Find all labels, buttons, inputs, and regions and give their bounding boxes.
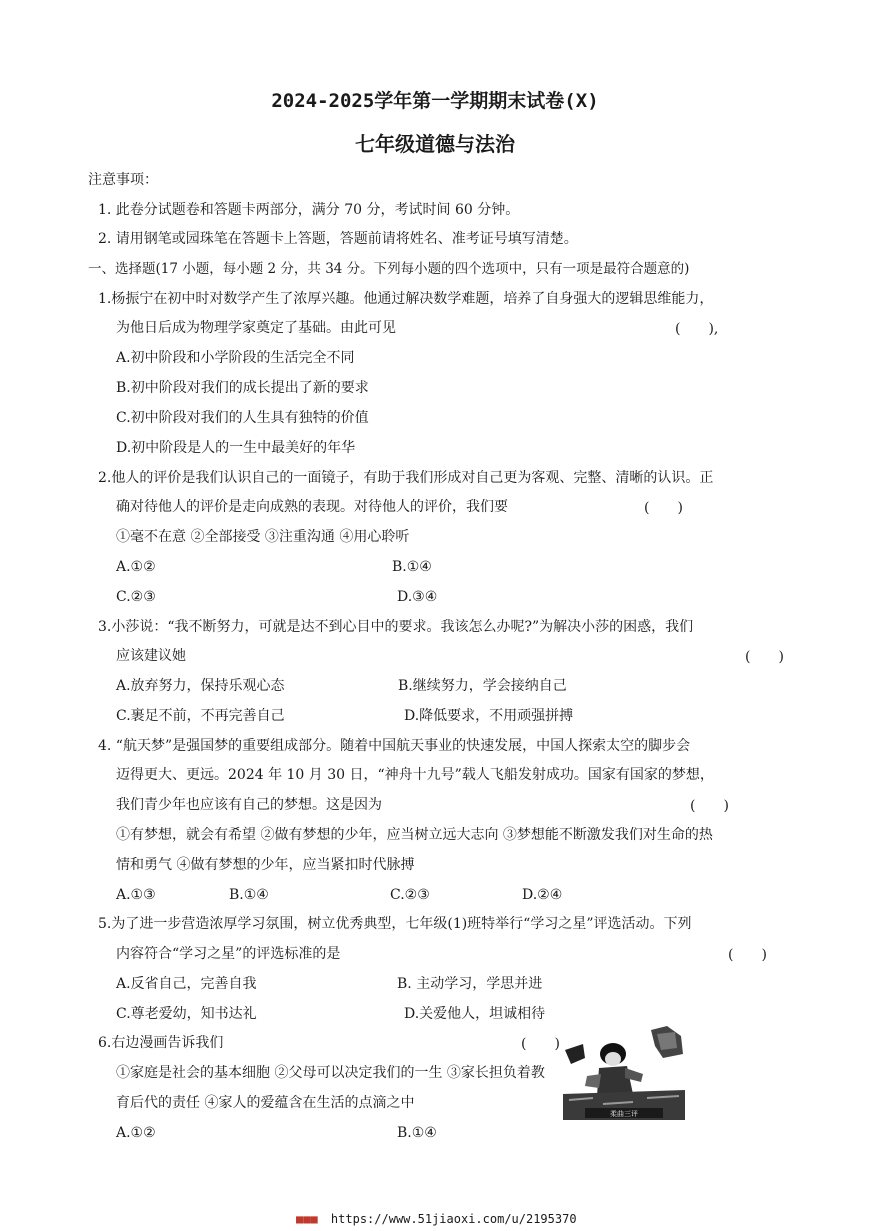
option-c: C.初中阶段对我们的人生具有独特的价值	[116, 410, 369, 426]
option-a: A.①②	[116, 559, 156, 575]
answer-paren: ( )	[745, 649, 784, 665]
answer-paren: ( )	[644, 500, 683, 516]
question-5-stem: 5.为了进一步营造浓厚学习氛围，树立优秀典型，七年级(1)班特举行“学习之星”评选活动。下列	[98, 916, 692, 932]
statement-list: ①毫不在意 ②全部接受 ③注重沟通 ④用心聆听	[116, 529, 410, 545]
question-5-stem-cont: 内容符合“学习之星”的评选标准的是	[116, 946, 341, 962]
option-a: A.①③	[116, 887, 156, 903]
option-b: B.继续努力，学会接纳自己	[398, 678, 567, 694]
option-b: B.①④	[392, 559, 432, 575]
notes-heading: 注意事项：	[88, 172, 158, 188]
statement-list-cont: 情和勇气 ④做有梦想的少年，应当紧扣时代脉搏	[116, 857, 415, 873]
option-c: C.②③	[390, 887, 430, 903]
answer-paren: ( )	[690, 798, 729, 814]
question-1-stem-cont: 为他日后成为物理学家奠定了基础。由此可见	[116, 320, 396, 336]
option-a: A.放弃努力，保持乐观心态	[116, 678, 285, 694]
question-3-stem: 3.小莎说：“我不断努力，可就是达不到心目中的要求。我该怎么办呢?”为解决小莎的困惑，我们	[98, 619, 694, 635]
option-a: A.反省自己，完善自我	[116, 976, 257, 992]
answer-paren: ( )	[521, 1036, 560, 1052]
statement-list: ①家庭是社会的基本细胞 ②父母可以决定我们的一生 ③家长担负着教	[116, 1065, 545, 1081]
option-b: B.①④	[397, 1125, 437, 1141]
option-d: D.降低要求，不用顽强拼搏	[404, 708, 574, 724]
cartoon-drawing	[563, 1024, 685, 1120]
footer-url[interactable]: https://www.51jiaoxi.com/u/2195370	[330, 1212, 577, 1226]
section-heading: 一、选择题(17 小题，每小题 2 分，共 34 分。下列每小题的四个选项中，只有一项是最符合题意的)	[88, 261, 690, 277]
question-4-stem-cont: 迈得更大、更远。2024 年 10 月 30 日，“神舟十九号”载人飞船发射成功。国家有国家的梦想，	[116, 767, 714, 783]
option-d: D.初中阶段是人的一生中最美好的年华	[116, 440, 356, 456]
note-item: 2. 请用钢笔或园珠笔在答题卡上答题，答题前请将姓名、准考证号填写清楚。	[98, 231, 578, 247]
question-3-stem-cont: 应该建议她	[116, 648, 186, 664]
question-4-stem-cont: 我们青少年也应该有自己的梦想。这是因为	[116, 797, 382, 813]
option-b: B. 主动学习，学思并进	[397, 976, 543, 992]
answer-paren: ( )	[728, 947, 767, 963]
exam-title: 2024-2025学年第一学期期末试卷(X)	[271, 90, 599, 112]
option-a: A.初中阶段和小学阶段的生活完全不同	[116, 350, 355, 366]
exam-subtitle: 七年级道德与法治	[355, 132, 515, 156]
cartoon-image	[563, 1024, 685, 1120]
question-2-stem: 2.他人的评价是我们认识自己的一面镜子，有助于我们形成对自己更为客观、完整、清晰的认识。正	[98, 470, 714, 486]
option-d: D.②④	[522, 887, 563, 903]
cartoon-caption: 柔曲三评	[610, 1110, 638, 1118]
site-logo-icon: ■■■	[296, 1212, 318, 1226]
statement-list-cont: 育后代的责任 ④家人的爱蕴含在生活的点滴之中	[116, 1095, 415, 1111]
question-1-stem: 1.杨振宁在初中时对数学产生了浓厚兴趣。他通过解决数学难题，培养了自身强大的逻辑思维能力，	[98, 291, 714, 307]
option-c: C.裹足不前，不再完善自己	[116, 708, 285, 724]
option-b: B.①④	[229, 887, 269, 903]
option-b: B.初中阶段对我们的成长提出了新的要求	[116, 380, 369, 396]
statement-list: ①有梦想，就会有希望 ②做有梦想的少年，应当树立远大志向 ③梦想能不断激发我们对生命的热	[116, 827, 713, 843]
option-a: A.①②	[116, 1125, 156, 1141]
option-c: C.②③	[116, 589, 156, 605]
option-d: D.关爱他人，坦诚相待	[404, 1006, 546, 1022]
question-4-stem: 4. “航天梦”是强国梦的重要组成部分。随着中国航天事业的快速发展，中国人探索太空的脚步会	[98, 738, 691, 754]
question-2-stem-cont: 确对待他人的评价是走向成熟的表现。对待他人的评价，我们要	[116, 499, 508, 515]
page-footer	[296, 1212, 577, 1226]
answer-paren: ( ),	[675, 321, 719, 337]
option-c: C.尊老爱幼，知书达礼	[116, 1006, 257, 1022]
question-6-stem: 6.右边漫画告诉我们	[98, 1035, 224, 1051]
note-item: 1. 此卷分试题卷和答题卡两部分，满分 70 分，考试时间 60 分钟。	[98, 202, 520, 218]
option-d: D.③④	[397, 589, 438, 605]
